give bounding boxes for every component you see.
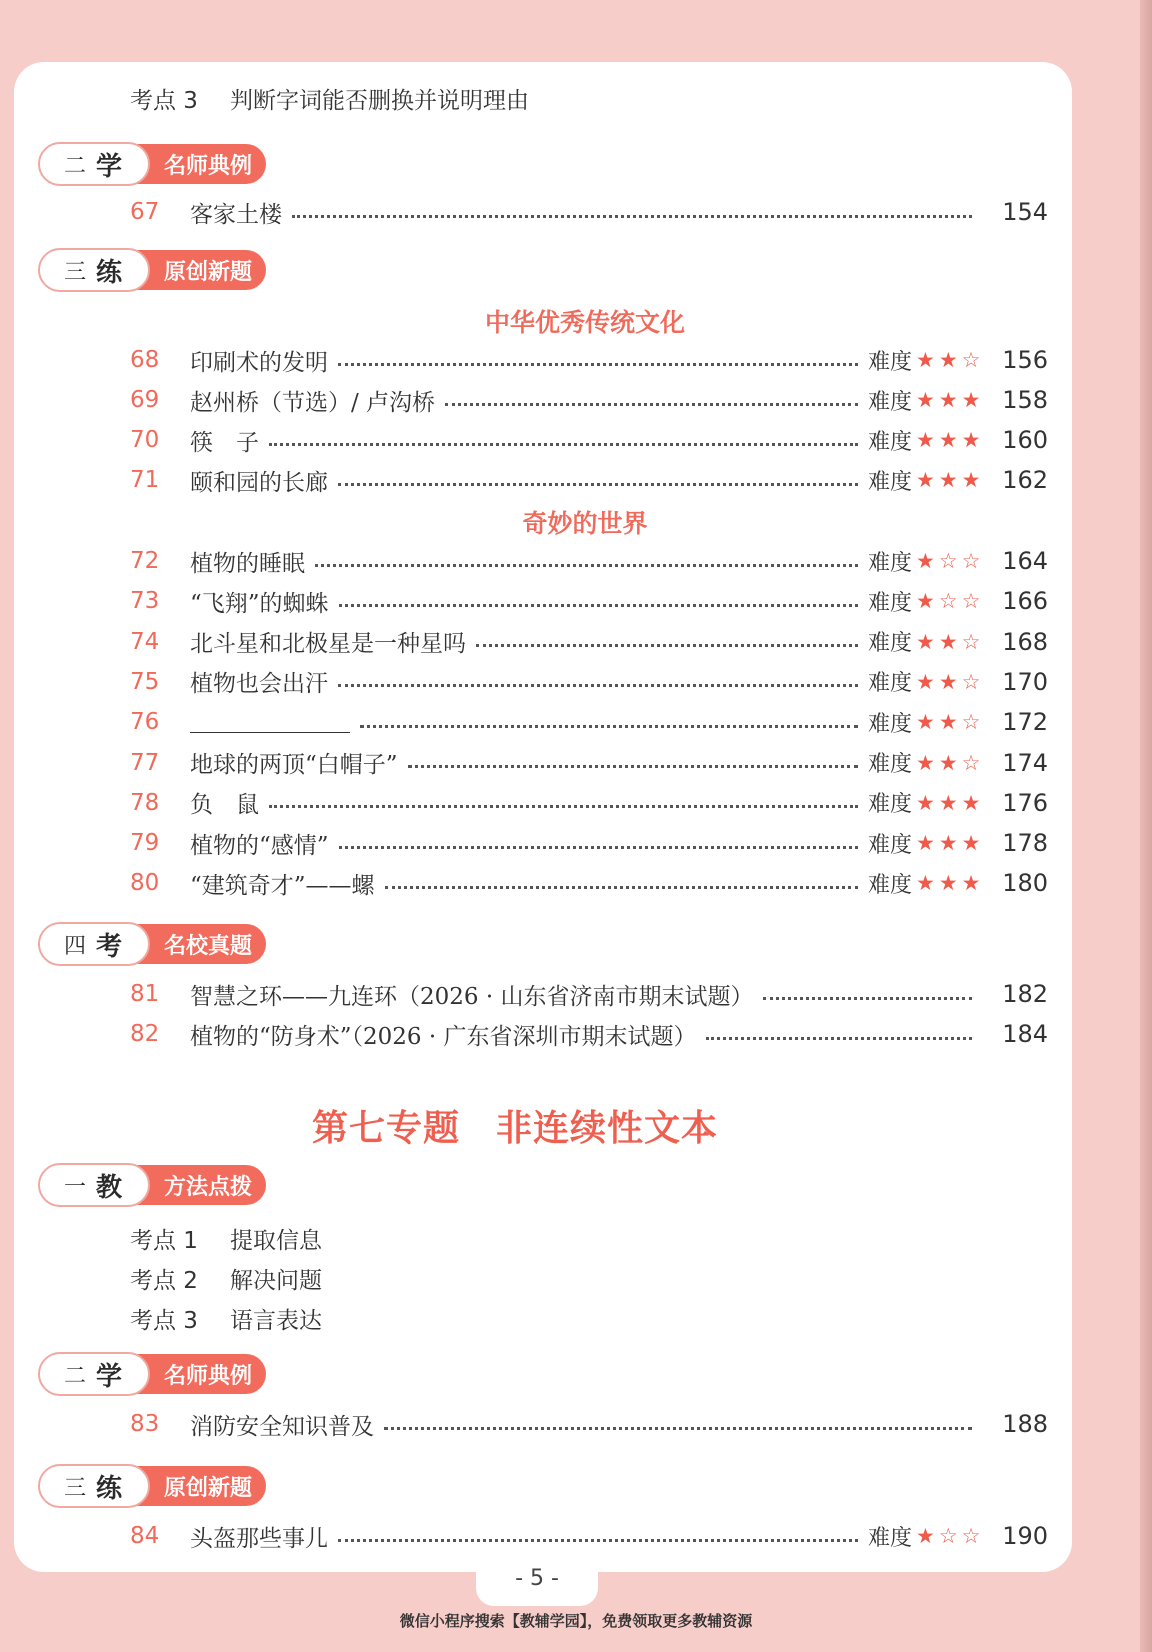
leader-dots (360, 725, 858, 728)
badge-tag: 名师典例 (126, 144, 266, 184)
toc-page-number: 166 (1002, 587, 1048, 616)
leader-dots (338, 483, 858, 486)
toc-number: 80 (130, 870, 160, 897)
difficulty-label: 难度 (867, 1525, 912, 1551)
difficulty-stars-icon: ★★★ (916, 428, 985, 452)
leader-dots (338, 1539, 858, 1542)
toc-page-number: 176 (1002, 788, 1048, 817)
chapter-title: 第七专题 非连续性文本 (311, 1108, 719, 1149)
difficulty-label: 难度 (867, 429, 912, 455)
toc-number: 76 (130, 709, 160, 736)
kaodian-row: 考点 1 提取信息 (130, 1228, 322, 1254)
difficulty-stars-icon: ★★☆ (916, 669, 985, 694)
toc-row[interactable] (130, 1016, 1048, 1052)
toc-number: 77 (130, 749, 160, 776)
difficulty-stars-icon: ★★☆ (916, 750, 985, 775)
difficulty-stars-icon: ★★★ (916, 468, 985, 492)
toc-row[interactable] (130, 1406, 1048, 1442)
toc-title-blank (190, 711, 350, 733)
section-badge-lian: 三 练 原创新题 (38, 1464, 266, 1508)
toc-page-number: 162 (1002, 466, 1048, 494)
difficulty-stars-icon: ★★☆ (916, 710, 985, 735)
toc-title: 负 鼠 (190, 792, 259, 819)
leader-dots (339, 846, 858, 849)
badge-tag: 原创新题 (126, 1466, 266, 1506)
difficulty-label: 难度 (867, 792, 912, 818)
difficulty-label: 难度 (867, 550, 912, 576)
toc-row[interactable] (130, 745, 1048, 781)
difficulty-stars-icon: ★☆☆ (916, 549, 985, 573)
toc-page-number: 158 (1002, 386, 1048, 414)
toc-title: 植物的“防身术”（2026 · 广东省深圳市期末试题） (190, 1023, 697, 1050)
difficulty-label: 难度 (867, 752, 912, 777)
badge-tag: 名师典例 (126, 1354, 266, 1394)
difficulty-label: 难度 (867, 671, 912, 697)
toc-row[interactable] (130, 1518, 1048, 1554)
toc-number: 82 (130, 1021, 160, 1047)
toc-page-number: 174 (1002, 748, 1048, 777)
toc-number: 68 (130, 347, 160, 373)
badge-tag: 方法点拨 (126, 1165, 266, 1205)
toc-number: 74 (130, 628, 160, 655)
section-badge-lian: 三 练 原创新题 (38, 248, 266, 292)
leader-dots (269, 805, 858, 808)
difficulty-stars-icon: ★★★ (916, 871, 985, 896)
toc-number: 71 (130, 467, 160, 493)
toc-page-number: 172 (1002, 708, 1048, 737)
toc-page-number: 168 (1002, 627, 1048, 656)
leader-dots (338, 363, 858, 366)
toc-title: 北斗星和北极星是一种星吗 (190, 631, 466, 658)
page-edge (1140, 0, 1152, 1652)
difficulty-label: 难度 (867, 832, 912, 858)
toc-number: 72 (130, 548, 160, 574)
badge-tag: 名校真题 (126, 924, 266, 964)
difficulty-label: 难度 (867, 631, 912, 657)
kaodian-row (130, 82, 529, 115)
toc-number: 84 (130, 1523, 160, 1549)
difficulty-label: 难度 (867, 349, 912, 375)
toc-title: 印刷术的发明 (190, 349, 328, 376)
toc-title: 客家土楼 (190, 201, 282, 228)
leader-dots (339, 604, 858, 607)
toc-page-number: 164 (1002, 547, 1048, 575)
toc-row[interactable] (130, 865, 1048, 901)
toc-number: 81 (130, 981, 160, 1007)
leader-dots (315, 564, 858, 567)
toc-row[interactable] (130, 422, 1048, 458)
toc-row[interactable] (130, 583, 1048, 619)
toc-row[interactable] (130, 194, 1048, 230)
toc-row[interactable] (130, 704, 1048, 740)
badge-tag: 原创新题 (126, 250, 266, 290)
toc-title: 植物的“感情” (190, 832, 329, 859)
leader-dots (269, 443, 858, 446)
kaodian-label: 考点 3 (130, 88, 198, 114)
difficulty-stars-icon: ★★★ (916, 388, 985, 412)
toc-title: 智慧之环——九连环（2026 · 山东省济南市期末试题） (190, 983, 754, 1010)
section-badge-jiao: 一 教 方法点拨 (38, 1163, 266, 1207)
toc-page-number: 178 (1002, 829, 1048, 858)
toc-row[interactable] (130, 825, 1048, 861)
section-badge-xue: 二 学 名师典例 (38, 142, 266, 186)
leader-dots (292, 215, 972, 218)
footer-text: 微信小程序搜索【教辅学园】，免费领取更多教辅资源 (399, 1612, 753, 1630)
difficulty-stars-icon: ★★☆ (916, 629, 985, 654)
difficulty-label: 难度 (867, 590, 912, 616)
toc-row[interactable] (130, 785, 1048, 821)
toc-row[interactable] (130, 543, 1048, 579)
difficulty-stars-icon: ★★★ (916, 790, 985, 815)
toc-page-number: 156 (1002, 346, 1048, 374)
toc-title: 地球的两顶“白帽子” (190, 752, 398, 778)
toc-number: 79 (130, 830, 160, 857)
toc-page-number: 190 (1002, 1522, 1048, 1550)
toc-page-number: 180 (1002, 869, 1048, 898)
toc-page-number: 188 (1002, 1410, 1048, 1438)
leader-dots (476, 644, 858, 647)
toc-row[interactable] (130, 664, 1048, 700)
difficulty-label: 难度 (867, 389, 912, 415)
section-badge-kao: 四 考 名校真题 (38, 922, 266, 966)
difficulty-label: 难度 (867, 872, 912, 898)
toc-number: 73 (130, 588, 160, 615)
page-number: - 5 - (476, 1552, 598, 1606)
toc-page-number: 170 (1002, 667, 1048, 696)
difficulty-stars-icon: ★☆☆ (916, 1524, 985, 1548)
section-badge-xue: 二 学 名师典例 (38, 1352, 266, 1396)
leader-dots (763, 997, 972, 1000)
leader-dots (408, 765, 858, 768)
toc-number: 83 (130, 1411, 160, 1437)
toc-row[interactable] (130, 342, 1048, 378)
category-title: 奇妙的世界 (522, 509, 648, 538)
kaodian-text: 判断字词能否删换并说明理由 (230, 88, 529, 114)
toc-title: 消防安全知识普及 (190, 1413, 374, 1440)
toc-title: 植物也会出汗 (190, 671, 328, 698)
difficulty-stars-icon: ★★☆ (916, 348, 985, 372)
leader-dots (384, 1427, 972, 1430)
difficulty-label: 难度 (867, 469, 912, 495)
toc-row[interactable] (130, 382, 1048, 418)
difficulty-stars-icon: ★☆☆ (916, 589, 985, 614)
difficulty-stars-icon: ★★★ (916, 831, 985, 856)
toc-title: 植物的睡眠 (190, 550, 305, 577)
toc-title: 颐和园的长廊 (190, 469, 328, 496)
category-title: 中华优秀传统文化 (484, 308, 685, 337)
leader-dots (338, 684, 858, 687)
toc-page-number: 184 (1002, 1020, 1048, 1048)
toc-number: 78 (130, 789, 160, 816)
toc-row[interactable] (130, 462, 1048, 498)
toc-page-number: 160 (1002, 426, 1048, 454)
toc-title: 筷 子 (190, 429, 259, 456)
toc-number: 69 (130, 387, 160, 413)
leader-dots (706, 1037, 972, 1040)
toc-number: 70 (130, 427, 160, 453)
toc-row[interactable] (130, 976, 1048, 1012)
toc-number: 67 (130, 199, 160, 225)
difficulty-label: 难度 (867, 711, 912, 737)
toc-page-number: 182 (1002, 980, 1048, 1008)
toc-page-number: 154 (1002, 198, 1048, 226)
toc-title: “飞翔”的蜘蛛 (190, 590, 329, 617)
toc-title: “建筑奇才”——螺 (190, 872, 375, 899)
kaodian-row: 考点 2 解决问题 (130, 1268, 322, 1294)
leader-dots (445, 403, 858, 406)
toc-title: 头盔那些事儿 (190, 1525, 328, 1552)
leader-dots (385, 886, 858, 889)
toc-number: 75 (130, 668, 160, 695)
toc-row[interactable] (130, 624, 1048, 660)
kaodian-row: 考点 3 语言表达 (130, 1308, 322, 1334)
toc-title: 赵州桥（节选）/ 卢沟桥 (190, 389, 436, 416)
